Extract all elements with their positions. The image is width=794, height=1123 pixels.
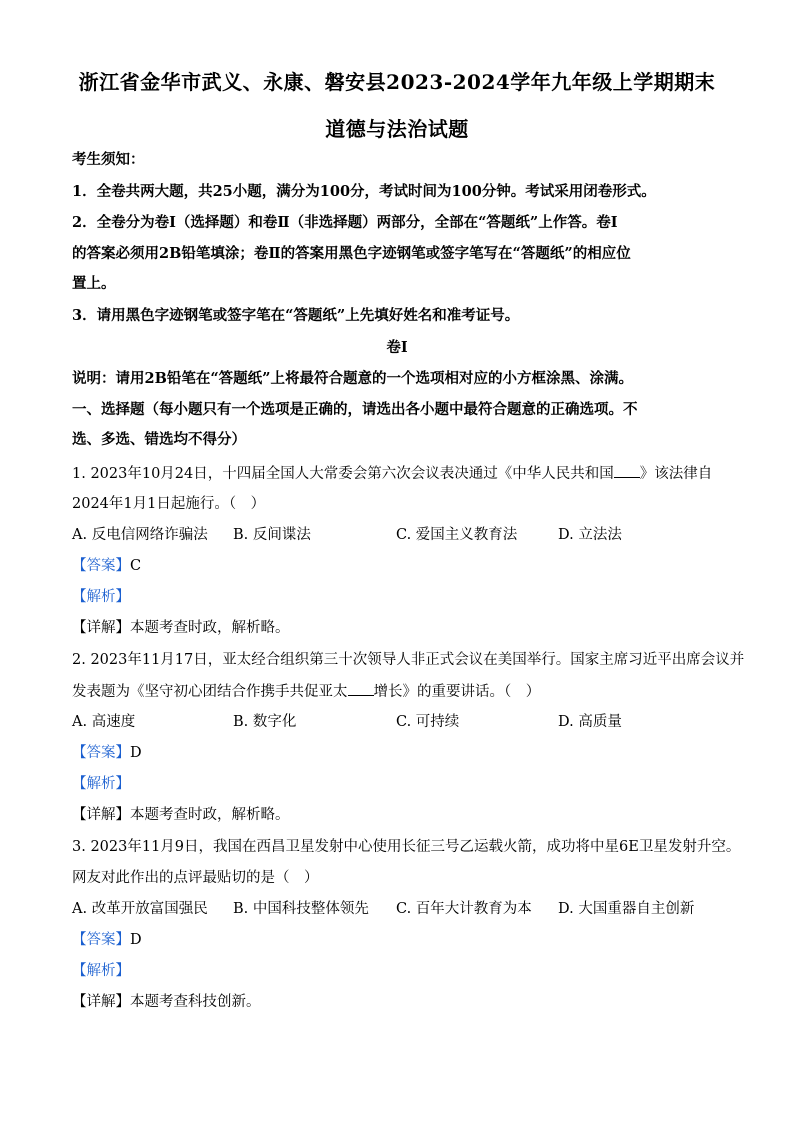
question-3-detail-text: 本题考查科技创新。 xyxy=(130,994,261,1010)
question-1-stem-part-b: 》该法律自 xyxy=(639,466,713,482)
part-heading-line2: 选、多选、错选均不得分） xyxy=(72,431,246,448)
analysis-label: 【解析】 xyxy=(72,776,130,792)
question-3-answer xyxy=(72,930,142,950)
question-2-stem-part-a: 发表题为《坚守初心团结合作携手共促亚太 xyxy=(72,684,348,700)
notice-item-1: 1．全卷共两大题，共25小题，满分为100分，考试时间为100分钟。考试采用闭卷形式。 xyxy=(72,183,656,200)
question-2-option-c: C. 可持续 xyxy=(396,714,460,730)
question-1-detail-text: 本题考查时政，解析略。 xyxy=(130,620,290,636)
question-2-option-a: A. 高速度 xyxy=(72,714,136,730)
question-2-stem-line2 xyxy=(72,681,540,702)
question-1-blank xyxy=(614,463,640,478)
answer-label: 【答案】 xyxy=(72,932,130,948)
document-title-line1: 浙江省金华市武义、永康、磐安县2023-2024学年九年级上学期期末 xyxy=(78,70,716,94)
detail-label: 【详解】 xyxy=(72,807,130,823)
question-1-stem-line2: 2024年1月1日起施行。（ ） xyxy=(72,496,266,512)
question-1-answer xyxy=(72,556,141,576)
section-instruction: 说明：请用2B铅笔在“答题纸”上将最符合题意的一个选项相对应的小方框涂黑、涂满。 xyxy=(72,370,634,387)
question-2-answer-value: D xyxy=(130,745,142,761)
notice-item-2-line3: 置上。 xyxy=(72,275,116,292)
question-2-blank xyxy=(348,681,374,696)
question-3-stem-line2: 网友对此作出的点评最贴切的是（ ） xyxy=(72,870,319,886)
question-3-option-a: A. 改革开放富国强民 xyxy=(72,901,208,917)
question-2-answer xyxy=(72,743,142,763)
part-heading-line1: 一、选择题（每小题只有一个选项是正确的，请选出各小题中最符合题意的正确选项。不 xyxy=(72,401,638,418)
question-2-stem-line1: 2. 2023年11月17日，亚太经合组织第三十次领导人非正式会议在美国举行。国家主席习近平出席会议并 xyxy=(72,652,745,668)
detail-label: 【详解】 xyxy=(72,994,130,1010)
question-2-detail-text: 本题考查时政，解析略。 xyxy=(130,807,290,823)
question-1-stem-part-a: 1. 2023年10月24日，十四届全国人大常委会第六次会议表决通过《中华人民共和国 xyxy=(72,466,614,482)
volume-heading: 卷Ⅰ xyxy=(386,339,408,356)
question-3-stem-line1: 3. 2023年11月9日，我国在西昌卫星发射中心使用长征三号乙运载火箭，成功将中星6E卫星发射升空。 xyxy=(72,839,741,855)
question-1-stem-line1 xyxy=(72,463,712,484)
question-1-option-b: B. 反间谍法 xyxy=(233,527,311,543)
answer-label: 【答案】 xyxy=(72,745,130,761)
notice-item-3: 3．请用黑色字迹钢笔或签字笔在“答题纸”上先填好姓名和准考证号。 xyxy=(72,307,520,324)
question-1-option-a: A. 反电信网络诈骗法 xyxy=(72,527,208,543)
analysis-label: 【解析】 xyxy=(72,963,130,979)
notice-item-2-line2: 的答案必须用2B铅笔填涂；卷Ⅱ的答案用黑色字迹钢笔或签字笔写在“答题纸”的相应位 xyxy=(72,245,631,262)
question-2-detail xyxy=(72,805,290,825)
analysis-label: 【解析】 xyxy=(72,589,130,605)
answer-label: 【答案】 xyxy=(72,558,130,574)
question-2-option-d: D. 高质量 xyxy=(558,714,622,730)
document-title-line2: 道德与法治试题 xyxy=(325,117,469,141)
notice-heading: 考生须知： xyxy=(72,151,145,168)
question-2-option-b: B. 数字化 xyxy=(233,714,297,730)
question-3-answer-value: D xyxy=(130,932,142,948)
question-1-option-d: D. 立法法 xyxy=(558,527,622,543)
question-3-option-c: C. 百年大计教育为本 xyxy=(396,901,532,917)
question-3-option-d: D. 大国重器自主创新 xyxy=(558,901,695,917)
detail-label: 【详解】 xyxy=(72,620,130,636)
question-1-detail xyxy=(72,618,290,638)
question-3-option-b: B. 中国科技整体领先 xyxy=(233,901,369,917)
question-3-analysis xyxy=(72,961,130,981)
question-3-detail xyxy=(72,992,261,1012)
question-2-analysis xyxy=(72,774,130,794)
question-2-stem-part-b: 增长》的重要讲话。（ ） xyxy=(373,684,541,700)
question-1-option-c: C. 爱国主义教育法 xyxy=(396,527,518,543)
question-1-analysis xyxy=(72,587,130,607)
question-1-answer-value: C xyxy=(130,558,142,574)
notice-item-2-line1: 2．全卷分为卷Ⅰ（选择题）和卷Ⅱ（非选择题）两部分，全部在“答题纸”上作答。卷Ⅰ xyxy=(72,214,618,231)
